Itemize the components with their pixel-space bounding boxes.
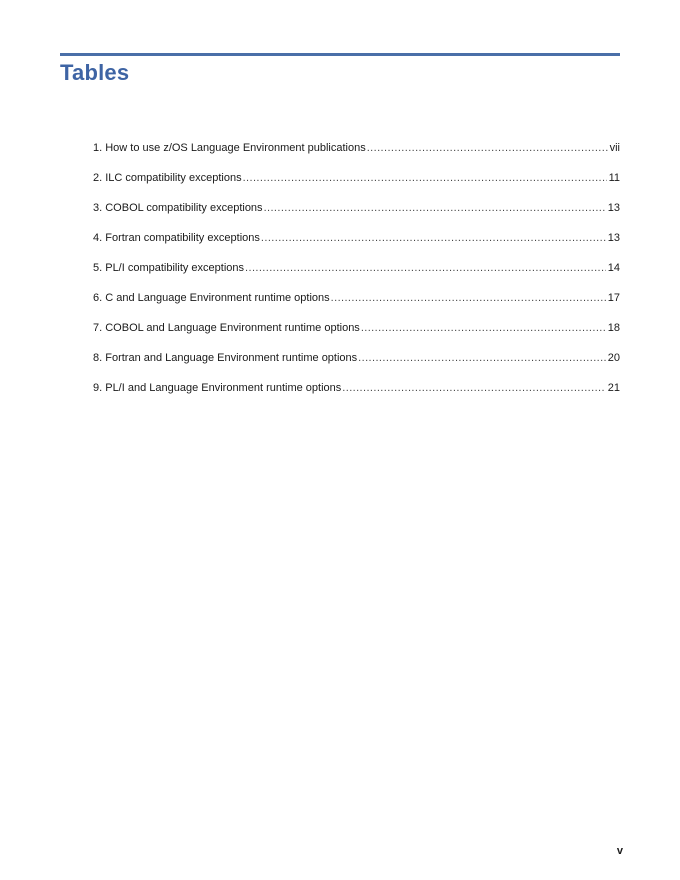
page-number: v xyxy=(616,845,623,857)
toc-entry-label[interactable]: 8. Fortran and Language Environment runtime options xyxy=(93,352,358,364)
toc-entry[interactable] xyxy=(93,260,620,290)
dot-leader xyxy=(361,320,606,336)
toc-entry-label[interactable]: 3. COBOL compatibility exceptions xyxy=(93,202,263,214)
toc-entry[interactable] xyxy=(93,320,620,350)
toc-entry-page[interactable]: 14 xyxy=(607,262,620,274)
toc-entry[interactable] xyxy=(93,140,620,170)
toc-entry-page[interactable]: 11 xyxy=(608,172,620,184)
toc-entry[interactable] xyxy=(93,290,620,320)
dot-leader xyxy=(331,290,606,306)
toc-entry-label[interactable]: 1. How to use z/OS Language Environment publications xyxy=(93,142,366,154)
toc-entry[interactable] xyxy=(93,230,620,260)
toc-entry[interactable] xyxy=(93,380,620,410)
dot-leader xyxy=(243,170,607,186)
toc-entry-page[interactable]: 17 xyxy=(607,292,620,304)
toc-entry-label[interactable]: 6. C and Language Environment runtime options xyxy=(93,292,330,304)
toc-entry-label[interactable]: 5. PL/I compatibility exceptions xyxy=(93,262,245,274)
toc-entry-label[interactable]: 9. PL/I and Language Environment runtime options xyxy=(93,382,342,394)
dot-leader xyxy=(367,140,608,156)
dot-leader xyxy=(264,200,606,216)
toc-entry-page[interactable]: vii xyxy=(609,142,620,154)
page-title: Tables xyxy=(60,60,130,85)
dot-leader xyxy=(358,350,606,366)
toc-entry[interactable] xyxy=(93,170,620,200)
toc-entry-page[interactable]: 13 xyxy=(607,202,620,214)
toc-entry[interactable] xyxy=(93,200,620,230)
toc-entry-page[interactable]: 18 xyxy=(607,322,620,334)
toc-entry[interactable] xyxy=(93,350,620,380)
toc-entry-label[interactable]: 4. Fortran compatibility exceptions xyxy=(93,232,260,244)
dot-leader xyxy=(342,380,605,396)
dot-leader xyxy=(261,230,606,246)
toc-entry-page[interactable]: 20 xyxy=(607,352,620,364)
toc-entry-page[interactable]: 21 xyxy=(607,382,620,394)
toc-entry-page[interactable]: 13 xyxy=(607,232,620,244)
dot-leader xyxy=(245,260,606,276)
toc-entry-label[interactable]: 2. ILC compatibility exceptions xyxy=(93,172,242,184)
header-rule xyxy=(60,53,620,56)
toc-entry-label[interactable]: 7. COBOL and Language Environment runtime options xyxy=(93,322,360,334)
table-of-contents xyxy=(93,140,620,410)
